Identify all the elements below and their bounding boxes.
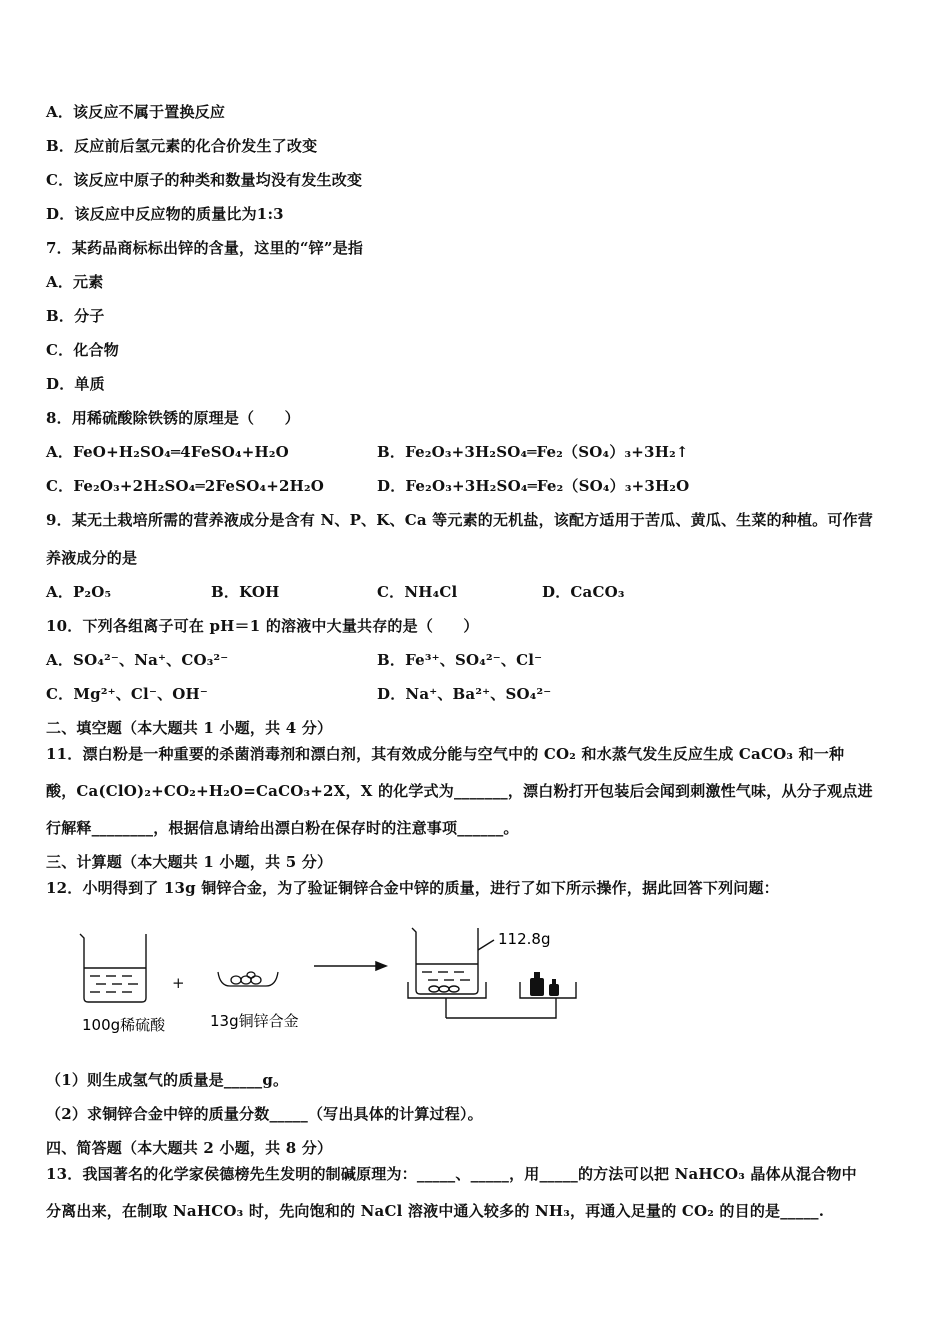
q7-stem: 7．某药品商标标出锌的含量，这里的“锌”是指 xyxy=(46,239,364,257)
q7-option-b: B．分子 xyxy=(46,307,105,325)
q10-option-c: C．Mg²⁺、Cl⁻、OH⁻ xyxy=(46,685,209,703)
section3-heading: 三、计算题（本大题共 1 小题，共 5 分） xyxy=(46,853,333,871)
section4-heading: 四、简答题（本大题共 2 小题，共 8 分） xyxy=(46,1139,333,1157)
q12-experiment-figure xyxy=(70,920,610,1040)
q6-option-c: C．该反应中原子的种类和数量均没有发生改变 xyxy=(46,171,363,189)
q9-option-b: B．KOH xyxy=(211,583,280,601)
q6-option-a: A．该反应不属于置换反应 xyxy=(46,103,226,121)
q6-option-b: B．反应前后氢元素的化合价发生了改变 xyxy=(46,137,318,155)
q7-option-c: C．化合物 xyxy=(46,341,119,359)
section2-heading: 二、填空题（本大题共 1 小题，共 4 分） xyxy=(46,719,333,737)
q7-option-d: D．单质 xyxy=(46,375,105,393)
q6-option-d: D．该反应中反应物的质量比为1:3 xyxy=(46,205,284,223)
q11-line2: 酸，Ca(ClO)₂+CO₂+H₂O=CaCO₃+2X，X 的化学式为_______，漂白粉打开包装后会闻到刺激性气味，从分子观点进 xyxy=(46,782,873,800)
q10-option-a: A．SO₄²⁻、Na⁺、CO₃²⁻ xyxy=(46,651,229,669)
q13-line2: 分离出来，在制取 NaHCO₃ 时，先向饱和的 NaCl 溶液中通入较多的 NH₃，再通入足量的 CO₂ 的目的是_____. xyxy=(46,1202,825,1220)
q9-stem-line2: 养液成分的是 xyxy=(46,549,138,567)
q7-option-a: A．元素 xyxy=(46,273,104,291)
plus-sign: + xyxy=(172,974,185,992)
q8-stem: 8．用稀硫酸除铁锈的原理是（ ） xyxy=(46,409,300,427)
q9-option-c: C．NH₄Cl xyxy=(377,583,458,601)
beaker-label: 100g稀硫酸 xyxy=(82,1016,166,1034)
q13-line1: 13．我国著名的化学家侯德榜先生发明的制碱原理为：_____、_____，用_____的方法可以把 NaHCO₃ 晶体从混合物中 xyxy=(46,1165,857,1183)
arrow-right-icon xyxy=(314,962,386,970)
q9-stem-line1: 9．某无土栽培所需的营养液成分是含有 N、P、K、Ca 等元素的无机盐，该配方适用于苦瓜、黄瓜、生菜的种植。可作营 xyxy=(46,511,873,529)
q8-option-c: C．Fe₂O₃+2H₂SO₄═2FeSO₄+2H₂O xyxy=(46,477,325,495)
q8-option-d: D．Fe₂O₃+3H₂SO₄═Fe₂（SO₄）₃+3H₂O xyxy=(377,477,690,495)
alloy-label: 13g铜锌合金 xyxy=(210,1012,299,1030)
q10-stem: 10．下列各组离子可在 pH＝1 的溶液中大量共存的是（ ） xyxy=(46,617,479,635)
q12-stem: 12．小明得到了 13g 铜锌合金，为了验证铜锌合金中锌的质量，进行了如下所示操作，据此回答下列问题： xyxy=(46,879,779,897)
q9-option-d: D．CaCO₃ xyxy=(542,583,625,601)
q11-line1: 11．漂白粉是一种重要的杀菌消毒剂和漂白剂，其有效成分能与空气中的 CO₂ 和水蒸气发生反应生成 CaCO₃ 和一种 xyxy=(46,745,845,763)
q12-part1: （1）则生成氢气的质量是_____g。 xyxy=(46,1071,289,1089)
q8-option-a: A．FeO+H₂SO₄═4FeSO₄+H₂O xyxy=(46,443,289,461)
q9-option-a: A．P₂O₅ xyxy=(46,583,112,601)
q8-option-b: B．Fe₂O₃+3H₂SO₄═Fe₂（SO₄）₃+3H₂↑ xyxy=(377,443,689,461)
alloy-dish-icon xyxy=(218,972,278,986)
mass-reading: 112.8g xyxy=(498,930,551,948)
q10-option-b: B．Fe³⁺、SO₄²⁻、Cl⁻ xyxy=(377,651,543,669)
beaker-icon xyxy=(80,934,146,1002)
q10-option-d: D．Na⁺、Ba²⁺、SO₄²⁻ xyxy=(377,685,552,703)
balance-icon xyxy=(408,928,576,1018)
q12-part2: （2）求铜锌合金中锌的质量分数_____（写出具体的计算过程）。 xyxy=(46,1105,483,1123)
weights-icon xyxy=(530,972,559,996)
q11-line3: 行解释________，根据信息请给出漂白粉在保存时的注意事项______。 xyxy=(46,819,519,837)
